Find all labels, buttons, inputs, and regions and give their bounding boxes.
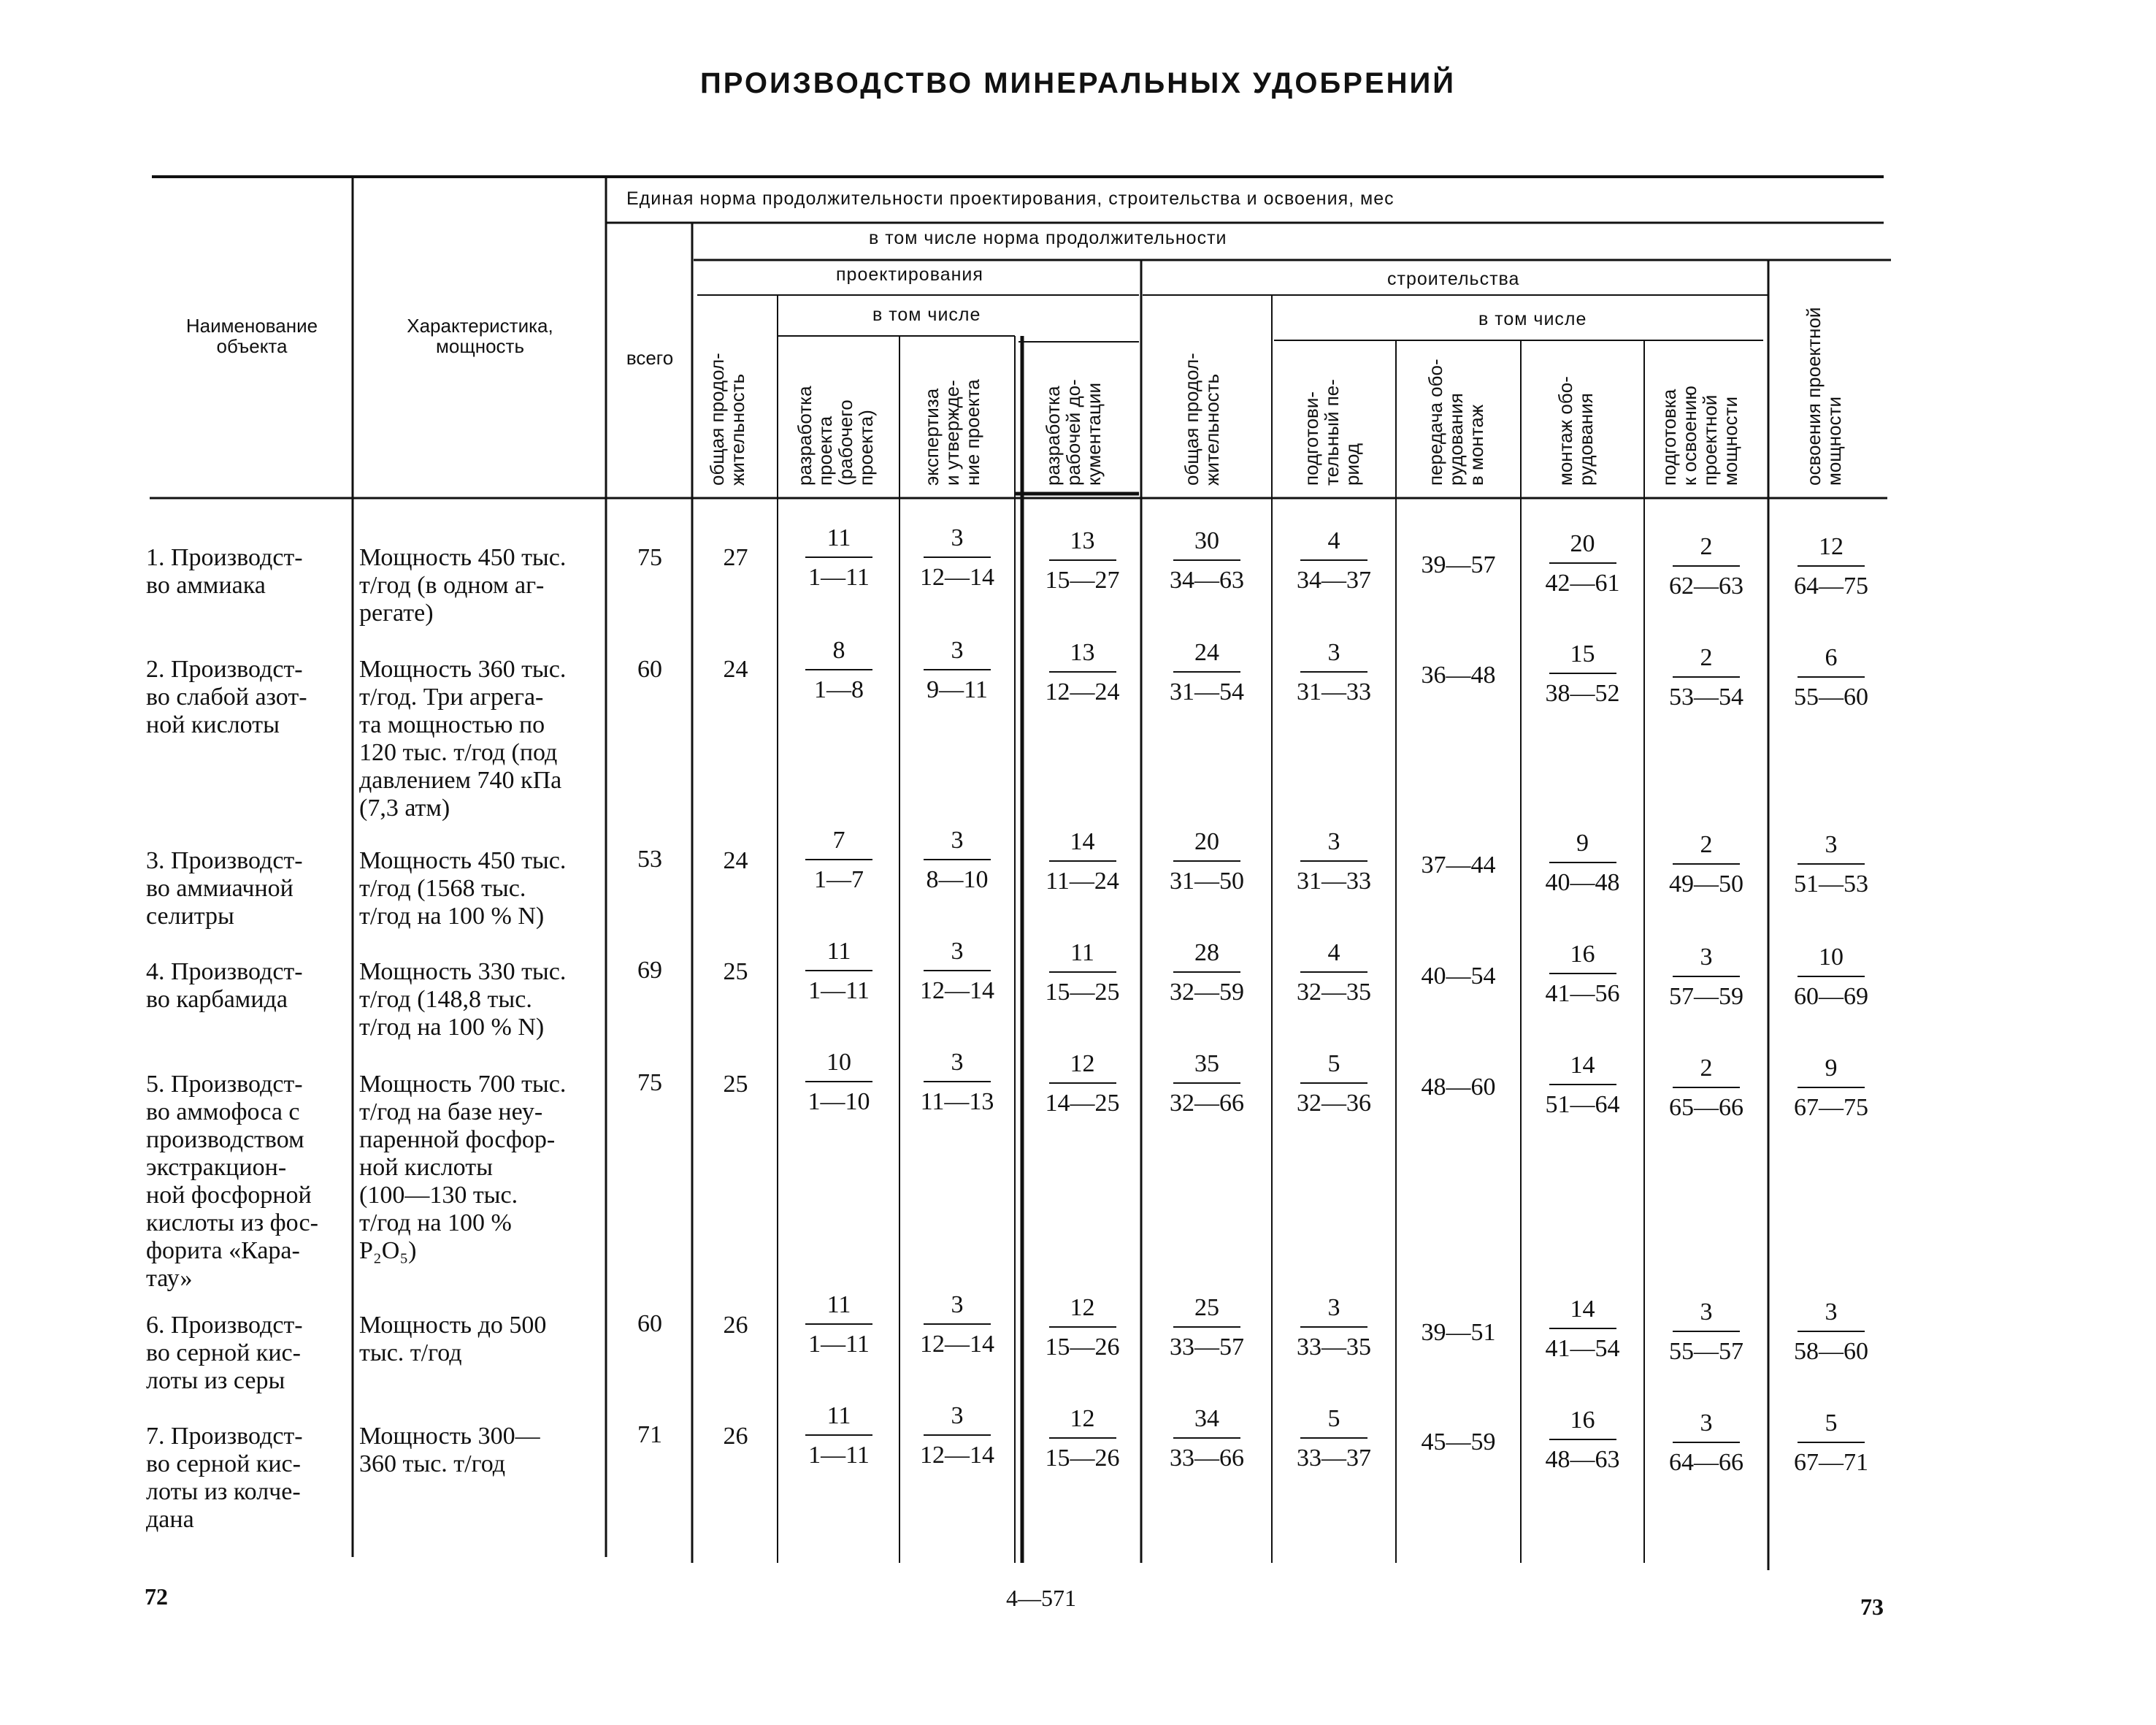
row-design-exp: 3 12—14 bbox=[920, 1402, 994, 1469]
row-mastery: 9 67—75 bbox=[1794, 1055, 1868, 1121]
row-constr-transfer: 40—54 bbox=[1421, 963, 1496, 990]
row-total: 75 bbox=[637, 544, 662, 571]
row-constr-ready: 3 57—59 bbox=[1669, 944, 1743, 1010]
row-design-dev: 7 1—7 bbox=[781, 827, 897, 894]
header-constr-mount: монтаж обо- рудования bbox=[1554, 376, 1597, 486]
header-design-exp: экспертиза и утвержде- ние проекта bbox=[921, 379, 983, 486]
row-characteristic: Мощность 330 тыс. т/год (148,8 тыс. т/год на 100 % N) bbox=[359, 958, 567, 1041]
row-constr-total: 25 33—57 bbox=[1170, 1294, 1244, 1361]
header-object-name: Наименование объекта bbox=[185, 315, 318, 357]
row-total: 60 bbox=[637, 1310, 662, 1337]
row-object-name: 6. Производст- во серной кис- лоты из серы bbox=[146, 1312, 303, 1394]
row-constr-ready: 2 65—66 bbox=[1669, 1055, 1743, 1121]
row-design-dev: 11 1—11 bbox=[781, 1291, 897, 1358]
row-constr-total: 35 32—66 bbox=[1170, 1050, 1244, 1117]
row-object-name: 5. Производст- во аммофоса с производством экстракцион- ной фосфорной кислоты из фос- форита «Кара- тау» bbox=[146, 1071, 318, 1292]
row-constr-transfer: 39—51 bbox=[1421, 1319, 1496, 1346]
page-title: ПРОИЗВОДСТВО МИНЕРАЛЬНЫХ УДОБРЕНИЙ bbox=[699, 67, 1457, 99]
row-constr-transfer: 45—59 bbox=[1421, 1428, 1496, 1456]
header-construction: строительства bbox=[1387, 269, 1520, 289]
row-design-total: 27 bbox=[723, 544, 748, 571]
page-signature: 4—571 bbox=[1006, 1585, 1076, 1611]
row-total: 60 bbox=[637, 656, 662, 683]
row-constr-ready: 3 64—66 bbox=[1669, 1410, 1743, 1476]
header-total: всего bbox=[626, 347, 674, 369]
row-constr-total: 24 31—54 bbox=[1170, 639, 1244, 705]
row-design-docs: 13 12—24 bbox=[1045, 639, 1120, 705]
row-constr-ready: 2 53—54 bbox=[1669, 644, 1743, 711]
row-characteristic: Мощность 300— 360 тыс. т/год bbox=[359, 1423, 540, 1477]
row-characteristic: Мощность 450 тыс. т/год (1568 тыс. т/год на 100 % N) bbox=[359, 847, 567, 930]
row-constr-mount: 14 41—54 bbox=[1545, 1296, 1620, 1362]
row-design-dev: 11 1—11 bbox=[781, 938, 897, 1005]
row-constr-total: 28 32—59 bbox=[1170, 939, 1244, 1006]
row-design-total: 25 bbox=[723, 1071, 748, 1098]
header-unified-norm: Единая норма продолжительности проектирования, строительства и освоения, мес bbox=[626, 188, 1395, 209]
row-mastery: 12 64—75 bbox=[1794, 533, 1868, 600]
row-constr-total: 20 31—50 bbox=[1170, 828, 1244, 895]
row-mastery: 6 55—60 bbox=[1794, 644, 1868, 711]
header-constr-transfer: передача обо- рудования в монтаж bbox=[1424, 359, 1487, 486]
row-constr-mount: 9 40—48 bbox=[1545, 830, 1620, 896]
row-constr-prep: 5 33—37 bbox=[1297, 1405, 1371, 1472]
row-total: 69 bbox=[637, 957, 662, 984]
header-constr-total: общая продол- жительность bbox=[1181, 353, 1223, 486]
row-characteristic: Мощность до 500 тыс. т/год bbox=[359, 1312, 547, 1366]
header-design: проектирования bbox=[836, 264, 983, 285]
row-design-dev: 8 1—8 bbox=[781, 637, 897, 704]
row-design-dev: 10 1—10 bbox=[781, 1049, 897, 1116]
row-mastery: 3 51—53 bbox=[1794, 831, 1868, 898]
page-number-right: 73 bbox=[1860, 1594, 1884, 1620]
header-design-docs: разработка рабочей до- кументации bbox=[1042, 379, 1105, 486]
row-design-docs: 14 11—24 bbox=[1046, 828, 1119, 895]
row-constr-transfer: 48—60 bbox=[1421, 1074, 1496, 1101]
row-constr-total: 30 34—63 bbox=[1170, 527, 1244, 594]
row-design-exp: 3 8—10 bbox=[902, 827, 1012, 894]
row-design-exp: 3 12—14 bbox=[920, 1291, 994, 1358]
row-design-dev: 11 1—11 bbox=[781, 1402, 897, 1469]
row-design-docs: 12 15—26 bbox=[1045, 1405, 1120, 1472]
row-object-name: 1. Производст- во аммиака bbox=[146, 544, 303, 599]
row-design-total: 24 bbox=[723, 847, 748, 874]
row-design-docs: 13 15—27 bbox=[1045, 527, 1120, 594]
row-constr-prep: 4 34—37 bbox=[1297, 527, 1371, 594]
row-constr-ready: 2 49—50 bbox=[1669, 831, 1743, 898]
row-design-exp: 3 12—14 bbox=[920, 524, 994, 591]
row-constr-transfer: 36—48 bbox=[1421, 662, 1496, 689]
row-total: 75 bbox=[637, 1069, 662, 1096]
row-design-total: 25 bbox=[723, 958, 748, 985]
row-design-docs: 11 15—25 bbox=[1045, 939, 1120, 1006]
row-design-docs: 12 15—26 bbox=[1045, 1294, 1120, 1361]
row-constr-prep: 5 32—36 bbox=[1297, 1050, 1371, 1117]
row-mastery: 5 67—71 bbox=[1794, 1410, 1868, 1476]
row-constr-transfer: 39—57 bbox=[1421, 551, 1496, 578]
row-object-name: 7. Производст- во серной кис- лоты из колче- дана bbox=[146, 1423, 303, 1533]
row-constr-mount: 16 41—56 bbox=[1545, 941, 1620, 1007]
row-design-total: 26 bbox=[723, 1312, 748, 1339]
row-mastery: 10 60—69 bbox=[1794, 944, 1868, 1010]
row-design-total: 26 bbox=[723, 1423, 748, 1450]
header-design-dev: разработка проекта (рабочего проекта) bbox=[794, 386, 877, 486]
row-constr-transfer: 37—44 bbox=[1421, 852, 1496, 879]
header-constr-prep: подготови- тельный пе- риод bbox=[1300, 379, 1363, 486]
header-design-incl: в том числе bbox=[872, 305, 981, 325]
row-object-name: 2. Производст- во слабой азот- ной кислоты bbox=[146, 656, 307, 738]
row-characteristic: Мощность 700 тыс. т/год на базе неу- паренной фосфор- ной кислоты (100—130 тыс. т/год на 100 % P₂O₅) bbox=[359, 1071, 567, 1264]
row-design-exp: 3 9—11 bbox=[902, 637, 1012, 704]
row-characteristic: Мощность 450 тыс. т/год (в одном аг- регате) bbox=[359, 544, 567, 627]
row-object-name: 4. Производст- во карбамида bbox=[146, 958, 303, 1013]
row-design-exp: 3 11—13 bbox=[920, 1049, 994, 1115]
page-number-left: 72 bbox=[145, 1583, 168, 1610]
header-incl-norm: в том числе норма продолжительности bbox=[869, 228, 1227, 248]
row-design-total: 24 bbox=[723, 656, 748, 683]
row-constr-prep: 4 32—35 bbox=[1297, 939, 1371, 1006]
header-mastery: освоения проектной мощности bbox=[1803, 307, 1845, 486]
row-constr-mount: 14 51—64 bbox=[1545, 1052, 1620, 1118]
header-constr-ready: подготовка к освоению проектной мощности bbox=[1658, 386, 1741, 486]
row-design-docs: 12 14—25 bbox=[1045, 1050, 1120, 1117]
row-constr-prep: 3 31—33 bbox=[1297, 828, 1371, 895]
row-design-dev: 11 1—11 bbox=[781, 524, 897, 592]
row-total: 71 bbox=[637, 1421, 662, 1448]
row-constr-mount: 16 48—63 bbox=[1545, 1407, 1620, 1473]
row-constr-mount: 15 38—52 bbox=[1545, 640, 1620, 707]
row-constr-ready: 2 62—63 bbox=[1669, 533, 1743, 600]
row-mastery: 3 58—60 bbox=[1794, 1298, 1868, 1365]
row-design-exp: 3 12—14 bbox=[920, 938, 994, 1004]
row-constr-total: 34 33—66 bbox=[1170, 1405, 1244, 1472]
row-object-name: 3. Производст- во аммиачной селитры bbox=[146, 847, 303, 930]
row-constr-prep: 3 33—35 bbox=[1297, 1294, 1371, 1361]
row-characteristic: Мощность 360 тыс. т/год. Три агрега- та мощностью по 120 тыс. т/год (под давлением 740 кПа (7,3 атм) bbox=[359, 656, 567, 822]
row-total: 53 bbox=[637, 846, 662, 873]
header-characteristic: Характеристика, мощность bbox=[407, 315, 553, 357]
row-constr-mount: 20 42—61 bbox=[1545, 530, 1620, 597]
header-design-total: общая продол- жительность bbox=[706, 353, 748, 486]
row-constr-ready: 3 55—57 bbox=[1669, 1298, 1743, 1365]
header-constr-incl: в том числе bbox=[1478, 309, 1587, 329]
row-constr-prep: 3 31—33 bbox=[1297, 639, 1371, 705]
